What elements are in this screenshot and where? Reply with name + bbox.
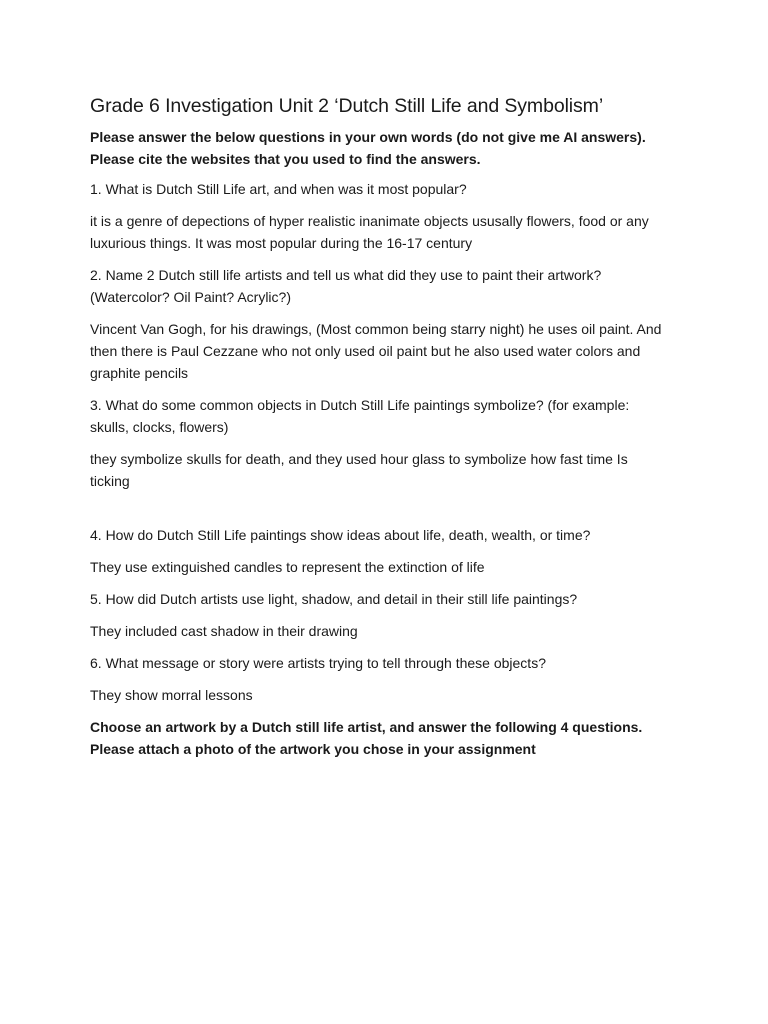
question-1: 1. What is Dutch Still Life art, and when was it most popular? bbox=[90, 181, 467, 197]
closing-instructions: Choose an artwork by a Dutch still life artist, and answer the following 4 questions. Please attach a photo of the artwork you chose in your assignment bbox=[90, 719, 643, 757]
question-4: 4. How do Dutch Still Life paintings show ideas about life, death, wealth, or time? bbox=[90, 527, 591, 543]
answer-5: They included cast shadow in their drawing bbox=[90, 623, 358, 639]
answer-1: it is a genre of depections of hyper realistic inanimate objects ususally flowers, food or any luxurious things. It was most popular during the 16-17 century bbox=[90, 213, 649, 251]
question-6: 6. What message or story were artists trying to tell through these objects? bbox=[90, 655, 546, 671]
blank-line bbox=[90, 502, 670, 524]
document-page bbox=[90, 92, 670, 768]
answer-3: they symbolize skulls for death, and they used hour glass to symbolize how fast time Is ticking bbox=[90, 451, 628, 489]
instructions-text: Please answer the below questions in your own words (do not give me AI answers). Please cite the websites that you used to find the answers. bbox=[90, 129, 646, 167]
question-5: 5. How did Dutch artists use light, shadow, and detail in their still life paintings? bbox=[90, 591, 578, 607]
question-3: 3. What do some common objects in Dutch Still Life paintings symbolize? (for example: skulls, clocks, flowers) bbox=[90, 397, 630, 435]
answer-6: They show morral lessons bbox=[90, 687, 253, 703]
question-2: 2. Name 2 Dutch still life artists and tell us what did they use to paint their artwork? (Watercolor? Oil Paint? Acrylic?) bbox=[90, 267, 602, 305]
answer-4: They use extinguished candles to represent the extinction of life bbox=[90, 559, 485, 575]
answer-2: Vincent Van Gogh, for his drawings, (Most common being starry night) he uses oil paint. And then there is Paul Cezzane who not only used oil paint but he also used water colors and graphite pencils bbox=[90, 321, 662, 381]
document-title: Grade 6 Investigation Unit 2 ‘Dutch Still Life and Symbolism’ bbox=[90, 95, 604, 117]
